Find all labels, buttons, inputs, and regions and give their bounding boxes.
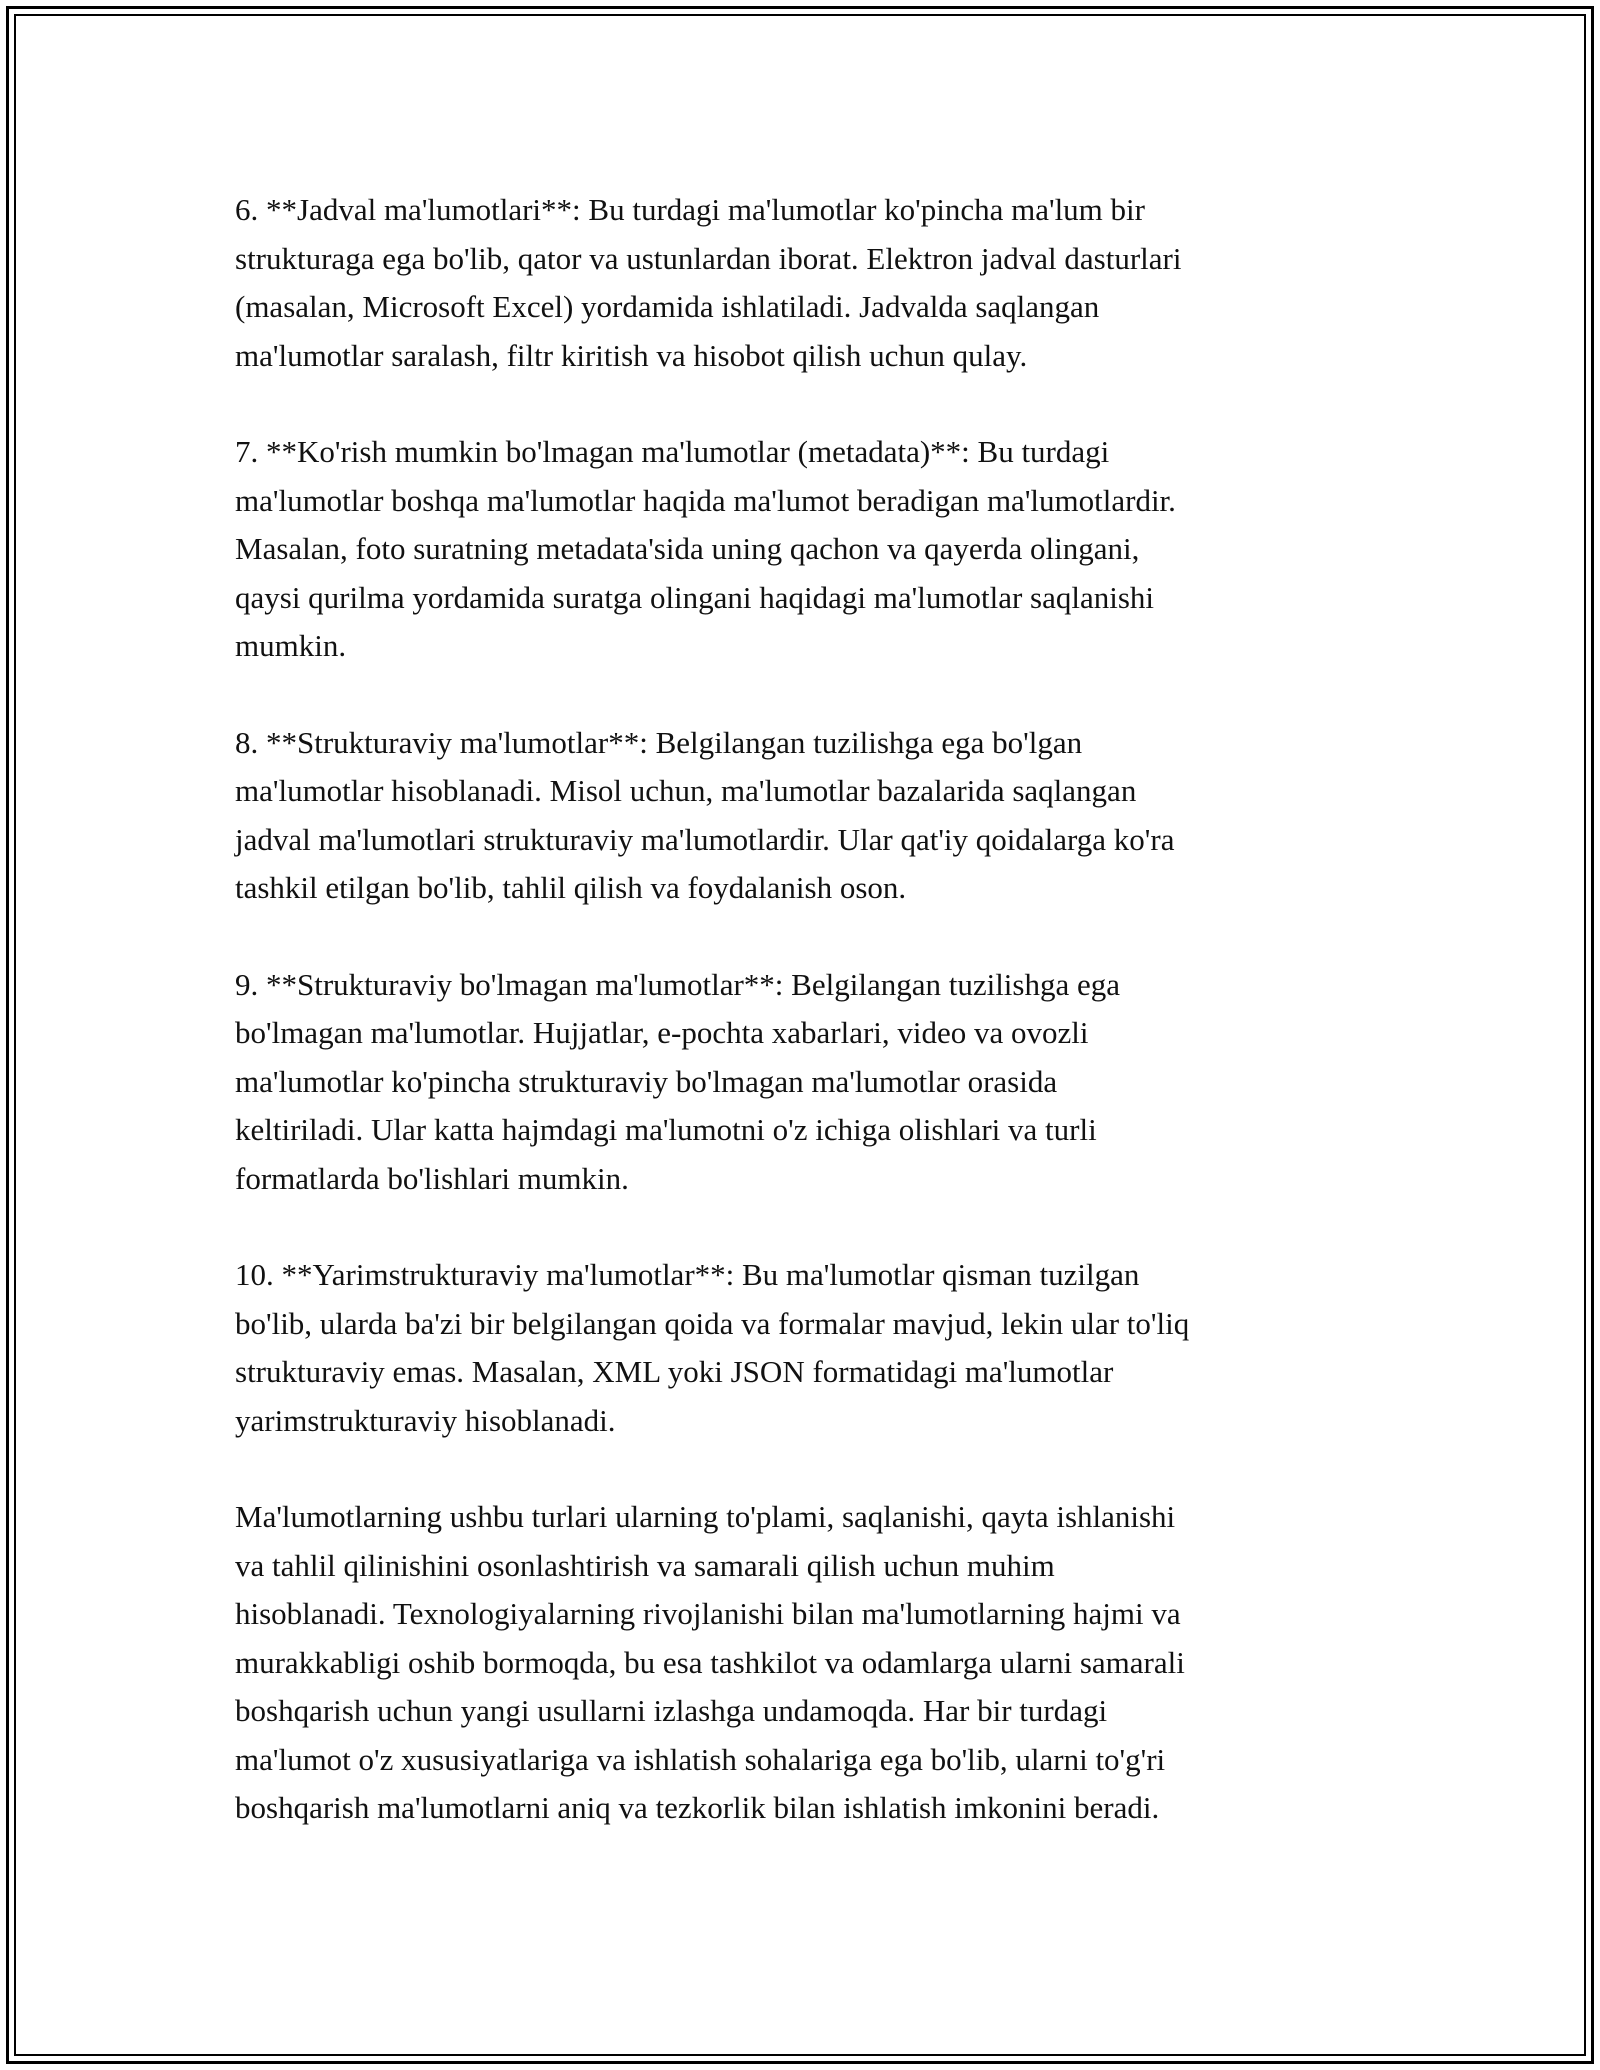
text-line: keltiriladi. Ular katta hajmdagi ma'lumotni o'z ichiga olishlari va turli — [235, 1112, 1097, 1147]
text-line: 6. **Jadval ma'lumotlari**: Bu turdagi ma'lumotlar ko'pincha ma'lum bir — [235, 192, 1145, 227]
text-line: ma'lumotlar hisoblanadi. Misol uchun, ma'lumotlar bazalarida saqlangan — [235, 773, 1137, 808]
paragraph-yarimstrukturaviy — [235, 1251, 1385, 1445]
text-line: strukturaga ega bo'lib, qator va ustunlardan iborat. Elektron jadval dasturlari — [235, 240, 1182, 276]
text-line: jadval ma'lumotlari strukturaviy ma'lumotlardir. Ular qat'iy qoidalarga ko'ra — [235, 821, 1175, 857]
text-line: ma'lumotlar boshqa ma'lumotlar haqida ma'lumot beradigan ma'lumotlardir. — [235, 482, 1176, 518]
paragraph-conclusion — [235, 1493, 1385, 1833]
paragraph-metadata — [235, 428, 1385, 671]
text-line: yarimstrukturaviy hisoblanadi. — [235, 1402, 616, 1438]
text-line: formatlarda bo'lishlari mumkin. — [235, 1160, 629, 1196]
text-line: bo'lmagan ma'lumotlar. Hujjatlar, e-pochta xabarlari, video va ovozli — [235, 1015, 1089, 1050]
text-line: mumkin. — [235, 628, 347, 663]
text-line: strukturaviy emas. Masalan, XML yoki JSON formatidagi ma'lumotlar — [235, 1354, 1114, 1389]
text-line: 8. **Strukturaviy ma'lumotlar**: Belgilangan tuzilishga ega bo'lgan — [235, 724, 1083, 760]
text-line: tashkil etilgan bo'lib, tahlil qilish va foydalanish oson. — [235, 870, 907, 905]
text-line: ma'lumot o'z xususiyatlariga va ishlatish sohalariga ega bo'lib, ularni to'g'ri — [235, 1741, 1166, 1777]
text-line: murakkabligi oshib bormoqda, bu esa tashkilot va odamlarga ularni samarali — [235, 1644, 1185, 1680]
text-line: bo'lib, ularda ba'zi bir belgilangan qoida va formalar mavjud, lekin ular to'liq — [235, 1305, 1190, 1341]
document-body — [235, 186, 1385, 1881]
paragraph-strukturaviy-bolmagan — [235, 961, 1385, 1204]
text-line: Masalan, foto suratning metadata'sida uning qachon va qayerda olingani, — [235, 531, 1140, 566]
text-line: boshqarish uchun yangi usullarni izlashga undamoqda. Har bir turdagi — [235, 1693, 1108, 1728]
text-line: ma'lumotlar ko'pincha strukturaviy bo'lmagan ma'lumotlar orasida — [235, 1063, 1058, 1099]
text-line: va tahlil qilinishini osonlashtirish va samarali qilish uchun muhim — [235, 1547, 1055, 1583]
text-line: hisoblanadi. Texnologiyalarning rivojlanishi bilan ma'lumotlarning hajmi va — [235, 1596, 1181, 1631]
text-line: (masalan, Microsoft Excel) yordamida ishlatiladi. Jadvalda saqlangan — [235, 289, 1100, 324]
text-line: 9. **Strukturaviy bo'lmagan ma'lumotlar**: Belgilangan tuzilishga ega — [235, 966, 1121, 1002]
text-line: ma'lumotlar saralash, filtr kiritish va hisobot qilish uchun qulay. — [235, 337, 1028, 373]
text-line: boshqarish ma'lumotlarni aniq va tezkorlik bilan ishlatish imkonini beradi. — [235, 1790, 1160, 1825]
text-line: qaysi qurilma yordamida suratga olingani haqidagi ma'lumotlar saqlanishi — [235, 579, 1155, 615]
paragraph-jadval — [235, 186, 1385, 380]
text-line: 7. **Ko'rish mumkin bo'lmagan ma'lumotlar (metadata)**: Bu turdagi — [235, 434, 1110, 469]
text-line: 10. **Yarimstrukturaviy ma'lumotlar**: Bu ma'lumotlar qisman tuzilgan — [235, 1257, 1140, 1292]
paragraph-strukturaviy — [235, 719, 1385, 913]
text-line: Ma'lumotlarning ushbu turlari ularning to'plami, saqlanishi, qayta ishlanishi — [235, 1499, 1176, 1534]
